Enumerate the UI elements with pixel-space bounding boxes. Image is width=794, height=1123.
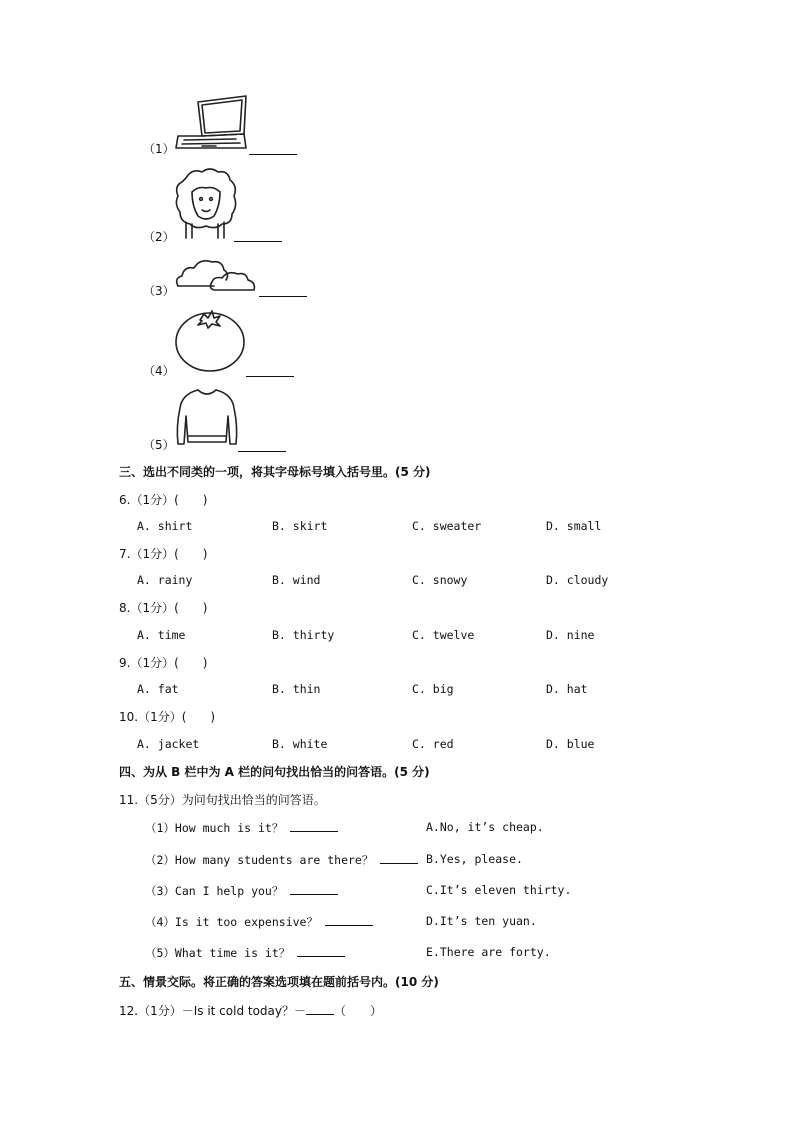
answer-blank[interactable] (380, 852, 418, 864)
item-number: （1） (143, 142, 175, 156)
sheep-icon (172, 166, 238, 242)
answer-blank[interactable] (306, 1003, 334, 1015)
option-a: A. shirt (137, 519, 193, 533)
option-d: D. blue (546, 737, 595, 751)
match-answer: E.There are forty. (426, 945, 551, 959)
match-answer: B.Yes, please. (426, 852, 523, 866)
laptop-icon (172, 96, 250, 152)
item-number: （5） (143, 438, 175, 452)
option-c: C. sweater (412, 519, 482, 533)
answer-blank[interactable] (246, 365, 294, 377)
option-b: B. white (272, 737, 328, 751)
option-b: B. skirt (272, 519, 328, 533)
question-stem: 6.（1分）( ) (119, 493, 208, 507)
option-d: D. hat (546, 682, 588, 696)
option-a: A. time (137, 628, 186, 642)
match-answer: C.It’s eleven thirty. (426, 883, 572, 897)
section-heading: 三、选出不同类的一项，将其字母标号填入括号里。(5 分) (119, 465, 431, 479)
section-heading: 四、为从 B 栏中为 A 栏的问句找出恰当的问答语。(5 分) (119, 765, 430, 779)
section-heading: 五、情景交际。将正确的答案选项填在题前括号内。(10 分) (119, 975, 439, 989)
option-c: C. twelve (412, 628, 475, 642)
question-stem: 7.（1分）( ) (119, 547, 208, 561)
sweater-icon (174, 386, 240, 448)
option-c: C. red (412, 737, 454, 751)
option-c: C. big (412, 682, 454, 696)
match-answer: D.It’s ten yuan. (426, 914, 537, 928)
match-question: （3）Can I help you？ (145, 883, 338, 899)
question-stem: 10.（1分）( ) (119, 710, 216, 724)
answer-blank[interactable] (238, 440, 286, 452)
match-question: （2）How many students are there？ (145, 852, 418, 868)
question-stem: 8.（1分）( ) (119, 601, 208, 615)
answer-blank[interactable] (290, 883, 338, 895)
match-question: （4）Is it too expensive？ (145, 914, 373, 930)
question-stem: 9.（1分）( ) (119, 656, 208, 670)
option-b: B. wind (272, 573, 321, 587)
option-d: D. nine (546, 628, 595, 642)
match-answer: A.No, it’s cheap. (426, 820, 544, 834)
item-number: （4） (143, 364, 175, 378)
match-question: （5）What time is it？ (145, 945, 345, 961)
option-a: A. jacket (137, 737, 200, 751)
answer-blank[interactable] (325, 914, 373, 926)
option-d: D. small (546, 519, 602, 533)
option-d: D. cloudy (546, 573, 609, 587)
option-a: A. fat (137, 682, 179, 696)
answer-blank[interactable] (234, 230, 282, 242)
option-b: B. thirty (272, 628, 335, 642)
answer-blank[interactable] (297, 945, 345, 957)
cloud-icon (174, 256, 260, 296)
answer-blank[interactable] (249, 143, 297, 155)
question-12: 12.（1分）－Is it cold today？－ （ ） (119, 1004, 383, 1018)
option-a: A. rainy (137, 573, 193, 587)
match-question: （1）How much is it？ (145, 820, 338, 836)
question-stem: 11.（5分）为问句找出恰当的问答语。 (119, 793, 326, 807)
option-c: C. snowy (412, 573, 468, 587)
item-number: （3） (143, 284, 175, 298)
tomato-icon (174, 308, 246, 372)
item-number: （2） (143, 230, 175, 244)
answer-blank[interactable] (259, 285, 307, 297)
answer-blank[interactable] (290, 820, 338, 832)
option-b: B. thin (272, 682, 321, 696)
